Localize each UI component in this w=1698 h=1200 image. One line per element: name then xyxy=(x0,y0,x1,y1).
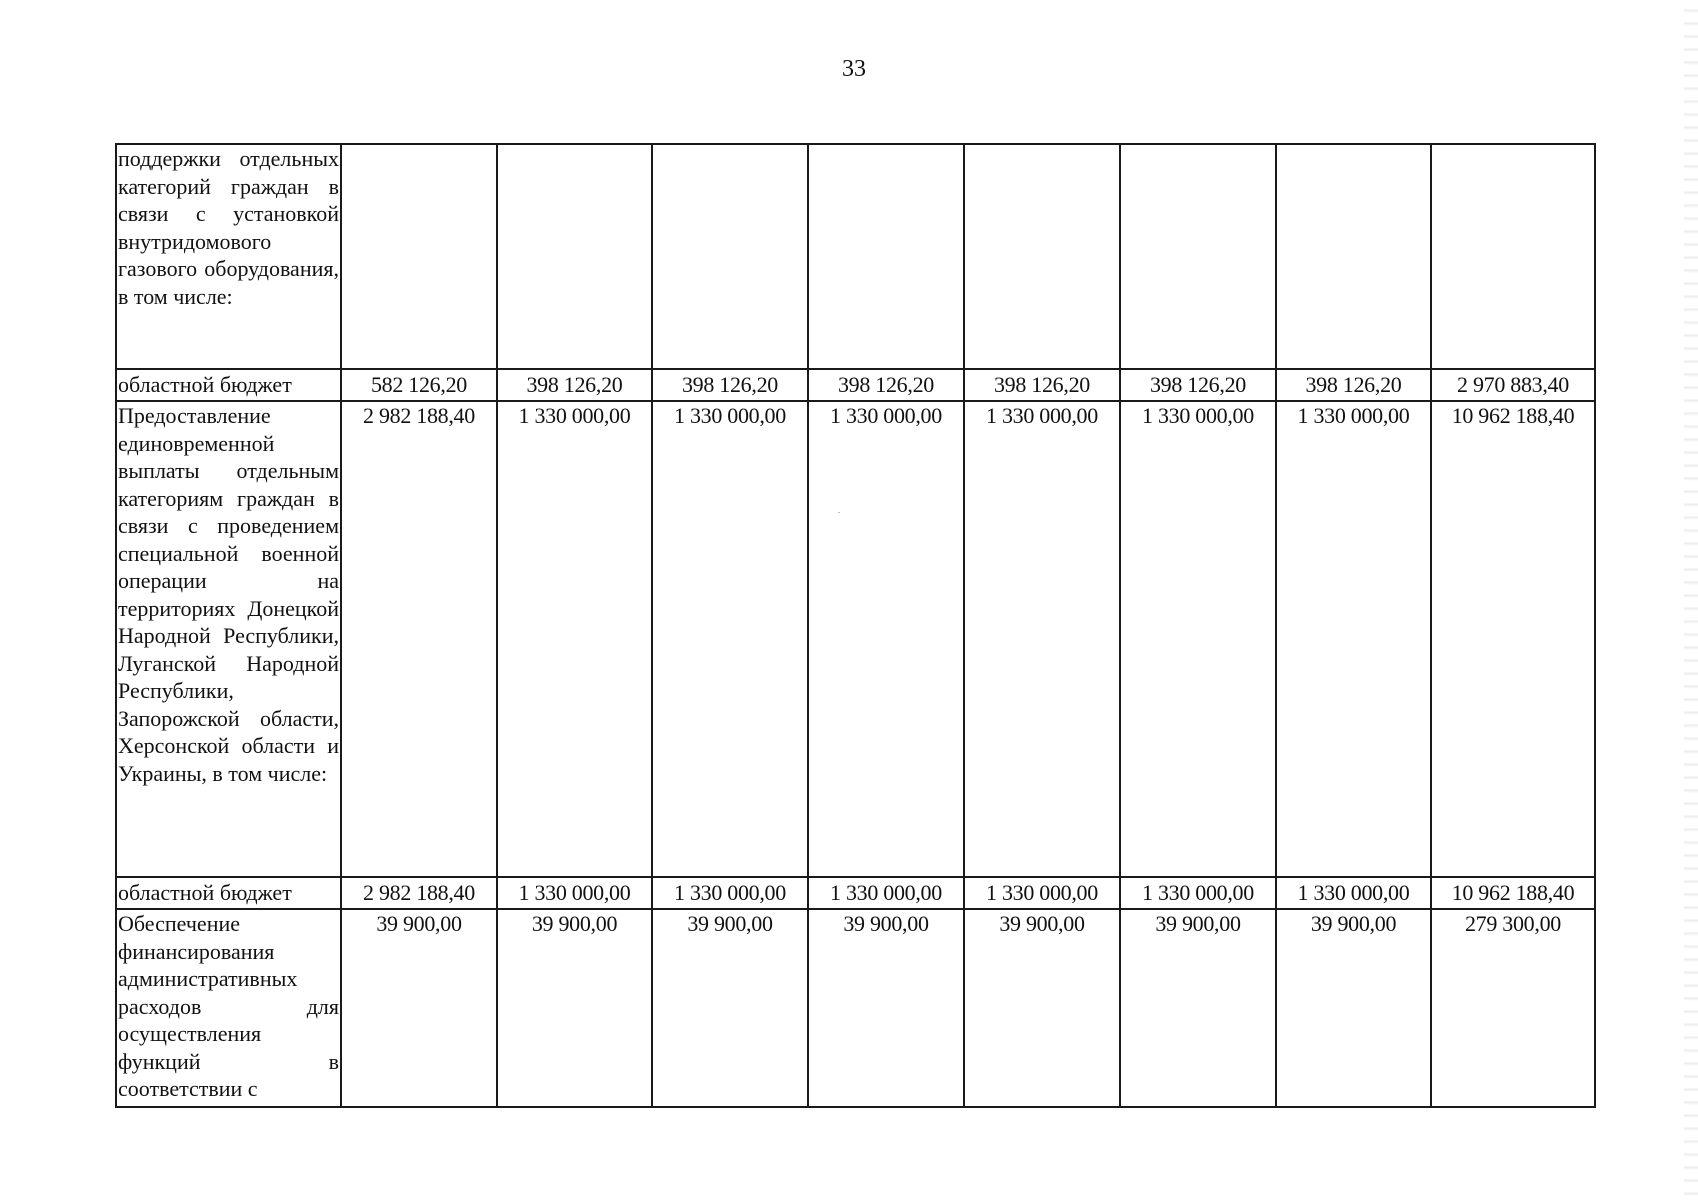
value-cell: 1 330 000,00 xyxy=(964,401,1120,877)
value-cell: 39 900,00 xyxy=(497,909,652,1107)
value-cell: 582 126,20 xyxy=(341,369,497,401)
value-cell: 1 330 000,00 xyxy=(652,877,808,909)
table-row xyxy=(116,144,1595,369)
value-cell xyxy=(1276,144,1431,369)
value-cell: 1 330 000,00 xyxy=(964,877,1120,909)
total-cell: 2 970 883,40 xyxy=(1431,369,1595,401)
value-cell: 1 330 000,00 xyxy=(1120,877,1276,909)
value-cell xyxy=(964,144,1120,369)
row-label: областной бюджет xyxy=(116,369,341,401)
value-cell: 1 330 000,00 xyxy=(497,877,652,909)
value-cell xyxy=(1120,144,1276,369)
table-row xyxy=(116,401,1595,877)
value-cell: 2 982 188,40 xyxy=(341,401,497,877)
table-row xyxy=(116,877,1595,909)
value-cell: 1 330 000,00 xyxy=(652,401,808,877)
value-cell: 39 900,00 xyxy=(964,909,1120,1107)
value-cell: 398 126,20 xyxy=(964,369,1120,401)
table-row xyxy=(116,369,1595,401)
row-label: Обеспечение финансирования административных расходов для осуществления функций в соответствии с xyxy=(116,909,341,1107)
total-cell: 10 962 188,40 xyxy=(1431,401,1595,877)
row-label: поддержки отдельных категорий граждан в связи с установкой внутридомового газового оборудования, в том числе: xyxy=(116,144,341,369)
value-cell xyxy=(341,144,497,369)
value-cell: 398 126,20 xyxy=(1120,369,1276,401)
value-cell: 1 330 000,00 xyxy=(808,877,964,909)
value-cell: 398 126,20 xyxy=(497,369,652,401)
scan-edge-noise xyxy=(1684,0,1698,1200)
value-cell: 398 126,20 xyxy=(808,369,964,401)
budget-table xyxy=(115,143,1596,1108)
row-label: Предоставление единовременной выплаты отдельным категориям граждан в связи с проведением специальной военной операции на территориях Донецкой Народной Республики, Луганской Народной Республики, Запорожской области, Херсонской области и Украины, в том числе: xyxy=(116,401,341,877)
total-cell: 279 300,00 xyxy=(1431,909,1595,1107)
row-label: областной бюджет xyxy=(116,877,341,909)
value-cell: 1 330 000,00 xyxy=(1276,877,1431,909)
value-cell: 398 126,20 xyxy=(652,369,808,401)
value-cell: 39 900,00 xyxy=(1120,909,1276,1107)
total-cell xyxy=(1431,144,1595,369)
value-cell: 1 330 000,00 xyxy=(1120,401,1276,877)
table-row xyxy=(116,909,1595,1107)
value-cell: 1 330 000,00 xyxy=(1276,401,1431,877)
total-cell: 10 962 188,40 xyxy=(1431,877,1595,909)
value-cell: 2 982 188,40 xyxy=(341,877,497,909)
value-cell: 1 330 000,00 xyxy=(808,401,964,877)
page-number: 33 xyxy=(842,56,866,82)
scan-speck xyxy=(838,512,840,513)
value-cell xyxy=(497,144,652,369)
value-cell: 39 900,00 xyxy=(341,909,497,1107)
value-cell: 39 900,00 xyxy=(808,909,964,1107)
value-cell: 1 330 000,00 xyxy=(497,401,652,877)
value-cell: 39 900,00 xyxy=(1276,909,1431,1107)
value-cell xyxy=(808,144,964,369)
value-cell: 398 126,20 xyxy=(1276,369,1431,401)
value-cell xyxy=(652,144,808,369)
value-cell: 39 900,00 xyxy=(652,909,808,1107)
